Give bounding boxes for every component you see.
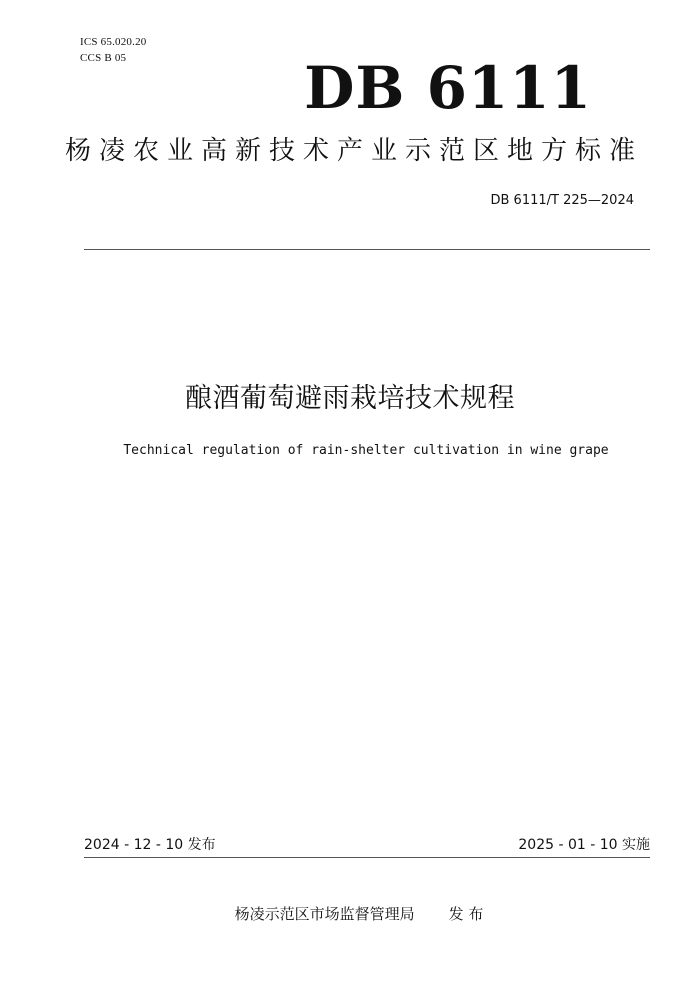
ccs-code: CCS B 05 xyxy=(80,52,127,64)
issuer-action: 发 布 xyxy=(448,905,484,923)
top-divider xyxy=(84,249,650,250)
document-number: DB 6111/T 225—2024 xyxy=(490,193,634,208)
document-title-chinese: 酿酒葡萄避雨栽培技术规程 xyxy=(185,383,515,414)
issuing-authority-title: 杨凌农业高新技术产业示范区地方标准 xyxy=(64,136,643,166)
issuer-name: 杨凌示范区市场监督管理局 xyxy=(234,905,415,923)
ics-code: ICS 65.020.20 xyxy=(80,36,147,48)
issuer-line xyxy=(0,903,700,925)
classification-codes xyxy=(80,34,146,66)
document-title-english: Technical regulation of rain-shelter cultivation in wine grape xyxy=(123,443,609,458)
standard-logo: DB 6111 xyxy=(304,54,592,122)
issue-date: 2024 - 12 - 10 发布 xyxy=(84,837,216,853)
implementation-date: 2025 - 01 - 10 实施 xyxy=(518,837,650,853)
bottom-divider xyxy=(84,857,650,858)
